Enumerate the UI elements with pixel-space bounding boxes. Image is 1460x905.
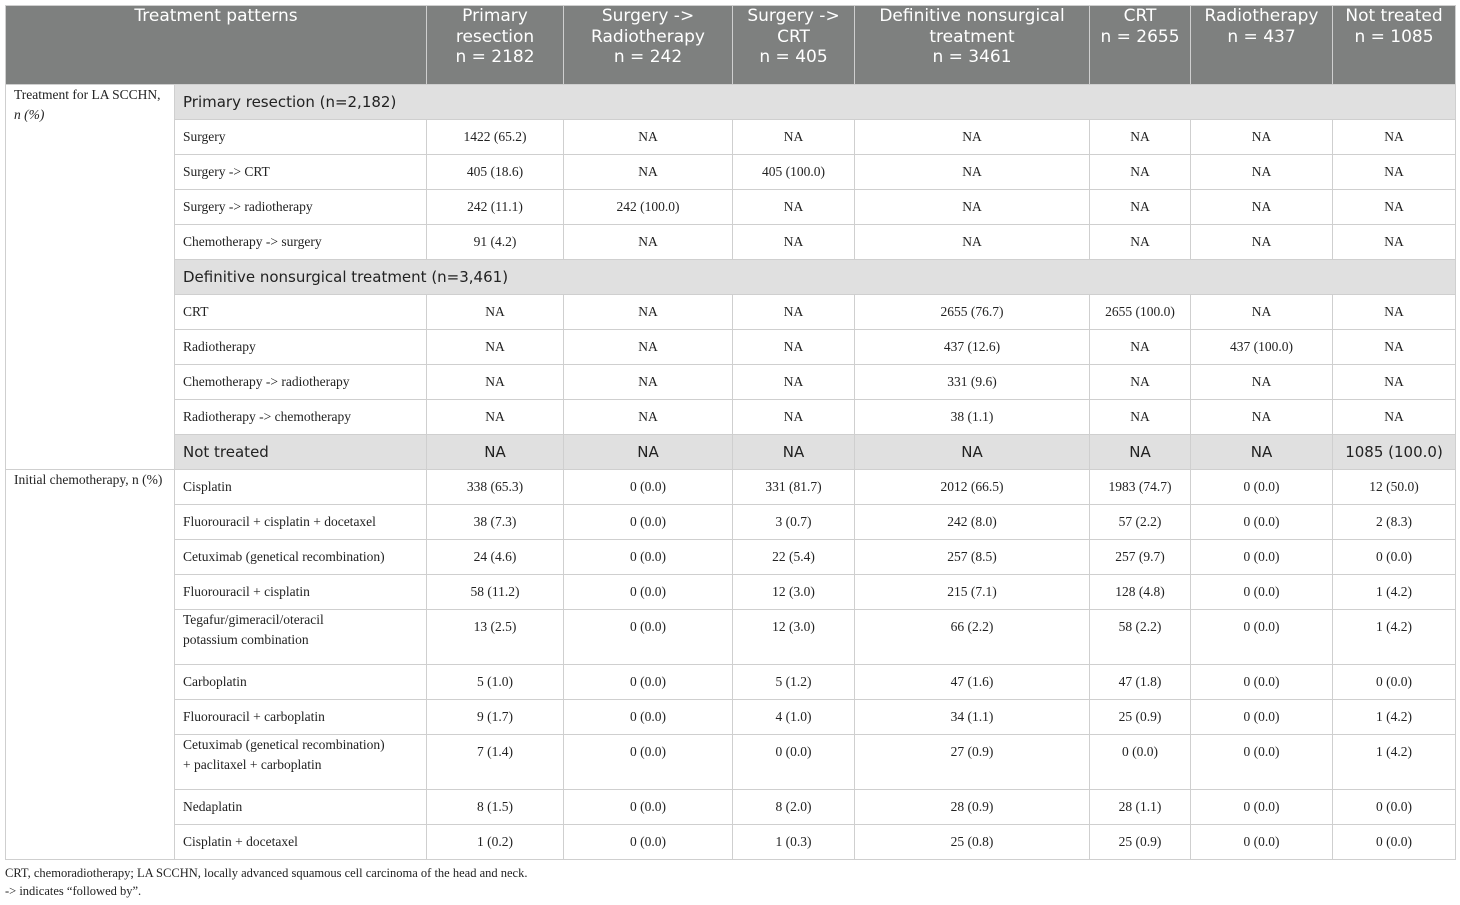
row-label-text: Nedaplatin bbox=[183, 799, 243, 814]
table-row bbox=[6, 735, 1456, 790]
table-cell: NA bbox=[1191, 225, 1333, 260]
subheader-row bbox=[6, 260, 1456, 295]
table-cell: 0 (0.0) bbox=[1333, 665, 1456, 700]
group-label-chemotherapy: Initial chemotherapy, n (%) bbox=[6, 470, 175, 860]
table-cell: 0 (0.0) bbox=[1191, 665, 1333, 700]
row-label-text: Radiotherapy bbox=[183, 339, 256, 354]
header-primary-resection: Primary resection n = 2182 bbox=[427, 6, 564, 85]
table-cell: 0 (0.0) bbox=[564, 575, 733, 610]
table-cell: 12 (3.0) bbox=[733, 610, 855, 665]
row-label bbox=[175, 665, 427, 700]
table-cell: 22 (5.4) bbox=[733, 540, 855, 575]
table-row bbox=[6, 120, 1456, 155]
row-label bbox=[175, 190, 427, 225]
table-cell: 5 (1.0) bbox=[427, 665, 564, 700]
table-cell: 331 (81.7) bbox=[733, 470, 855, 505]
table-cell: 12 (50.0) bbox=[1333, 470, 1456, 505]
table-cell: 13 (2.5) bbox=[427, 610, 564, 665]
row-label-text: Cisplatin bbox=[183, 479, 232, 494]
table-cell: NA bbox=[1090, 155, 1191, 190]
table-row bbox=[6, 790, 1456, 825]
table-cell: 12 (3.0) bbox=[733, 575, 855, 610]
table-cell: NA bbox=[427, 295, 564, 330]
table-cell: NA bbox=[1090, 365, 1191, 400]
table-cell: NA bbox=[1333, 155, 1456, 190]
table-cell: 0 (0.0) bbox=[1191, 610, 1333, 665]
table-cell: 0 (0.0) bbox=[1333, 790, 1456, 825]
table-cell: 66 (2.2) bbox=[855, 610, 1090, 665]
table-cell: NA bbox=[1333, 120, 1456, 155]
header-surgery-radiotherapy: Surgery -> Radiotherapy n = 242 bbox=[564, 6, 733, 85]
table-cell: 1 (4.2) bbox=[1333, 575, 1456, 610]
row-label-text: Tegafur/gimeracil/oteracil bbox=[183, 612, 324, 627]
table-cell: 0 (0.0) bbox=[1191, 575, 1333, 610]
table-cell: 47 (1.8) bbox=[1090, 665, 1191, 700]
table-cell: 0 (0.0) bbox=[1333, 540, 1456, 575]
table-row bbox=[6, 540, 1456, 575]
table-cell: 1 (4.2) bbox=[1333, 700, 1456, 735]
table-cell: NA bbox=[855, 435, 1090, 470]
row-label-text: CRT bbox=[183, 304, 209, 319]
table-cell: 0 (0.0) bbox=[564, 665, 733, 700]
table-cell: NA bbox=[855, 120, 1090, 155]
table-cell: 8 (2.0) bbox=[733, 790, 855, 825]
header-definitive-nonsurgical: Definitive nonsurgical treatment n = 3461 bbox=[855, 6, 1090, 85]
row-label bbox=[175, 120, 427, 155]
table-cell: 0 (0.0) bbox=[1191, 540, 1333, 575]
table-cell: NA bbox=[733, 330, 855, 365]
table-cell: 1983 (74.7) bbox=[1090, 470, 1191, 505]
table-cell: 331 (9.6) bbox=[855, 365, 1090, 400]
table-cell: 25 (0.9) bbox=[1090, 825, 1191, 860]
table-cell: 58 (11.2) bbox=[427, 575, 564, 610]
table-cell: NA bbox=[427, 330, 564, 365]
table-cell: 25 (0.8) bbox=[855, 825, 1090, 860]
table-cell: NA bbox=[1333, 190, 1456, 225]
row-label-text: Cetuximab (genetical recombination) bbox=[183, 737, 385, 752]
row-label bbox=[175, 400, 427, 435]
table-cell: 405 (100.0) bbox=[733, 155, 855, 190]
subheader-primary-resection: Primary resection (n=2,182) bbox=[175, 85, 1456, 120]
table-row bbox=[6, 825, 1456, 860]
table-cell: NA bbox=[855, 155, 1090, 190]
table-cell: 0 (0.0) bbox=[733, 735, 855, 790]
row-label bbox=[175, 225, 427, 260]
table-cell: NA bbox=[733, 120, 855, 155]
table-cell: 58 (2.2) bbox=[1090, 610, 1191, 665]
table-cell: NA bbox=[733, 365, 855, 400]
table-row bbox=[6, 505, 1456, 540]
table-cell: 4 (1.0) bbox=[733, 700, 855, 735]
table-cell: 0 (0.0) bbox=[1191, 825, 1333, 860]
subheader-row bbox=[6, 85, 1456, 120]
header-row bbox=[6, 6, 1456, 85]
row-label bbox=[175, 575, 427, 610]
table-cell: 1422 (65.2) bbox=[427, 120, 564, 155]
footnote-arrow: -> indicates “followed by”. bbox=[5, 884, 142, 898]
group-label-italic: n (%) bbox=[14, 107, 45, 122]
table-cell: NA bbox=[733, 400, 855, 435]
table-cell: NA bbox=[1090, 120, 1191, 155]
row-label-text: Chemotherapy -> radiotherapy bbox=[183, 374, 350, 389]
table-cell: 1 (4.2) bbox=[1333, 610, 1456, 665]
subheader-definitive-nonsurgical: Definitive nonsurgical treatment (n=3,461) bbox=[175, 260, 1456, 295]
table-cell: 437 (100.0) bbox=[1191, 330, 1333, 365]
table-cell: NA bbox=[564, 295, 733, 330]
table-row bbox=[6, 700, 1456, 735]
table-cell: 0 (0.0) bbox=[1191, 505, 1333, 540]
table-cell: NA bbox=[733, 295, 855, 330]
table-cell: 8 (1.5) bbox=[427, 790, 564, 825]
table-cell: 0 (0.0) bbox=[564, 610, 733, 665]
table-cell: NA bbox=[1333, 295, 1456, 330]
table-cell: 34 (1.1) bbox=[855, 700, 1090, 735]
table-cell: NA bbox=[427, 435, 564, 470]
table-cell: 0 (0.0) bbox=[564, 700, 733, 735]
table-cell: 437 (12.6) bbox=[855, 330, 1090, 365]
table-cell: NA bbox=[1333, 400, 1456, 435]
row-label-text-2: + paclitaxel + carboplatin bbox=[183, 757, 322, 772]
table-row bbox=[6, 575, 1456, 610]
table-row bbox=[6, 295, 1456, 330]
table-cell: 2 (8.3) bbox=[1333, 505, 1456, 540]
table-cell: 0 (0.0) bbox=[1333, 825, 1456, 860]
row-label bbox=[175, 505, 427, 540]
footnote-abbreviations: CRT, chemoradiotherapy; LA SCCHN, locally advanced squamous cell carcinoma of the head and neck. bbox=[5, 866, 528, 880]
table-row bbox=[6, 225, 1456, 260]
table-row bbox=[6, 155, 1456, 190]
row-label-text: Surgery -> radiotherapy bbox=[183, 199, 313, 214]
table-cell: 257 (8.5) bbox=[855, 540, 1090, 575]
table-cell: 0 (0.0) bbox=[1090, 735, 1191, 790]
table-cell: 0 (0.0) bbox=[564, 505, 733, 540]
table-cell: 9 (1.7) bbox=[427, 700, 564, 735]
table-cell: 1 (0.2) bbox=[427, 825, 564, 860]
table-cell: NA bbox=[564, 330, 733, 365]
table-cell: NA bbox=[733, 190, 855, 225]
table-cell: 0 (0.0) bbox=[1191, 700, 1333, 735]
row-label-text: Surgery -> CRT bbox=[183, 164, 270, 179]
row-label bbox=[175, 825, 427, 860]
row-label-text: Chemotherapy -> surgery bbox=[183, 234, 322, 249]
table-cell: NA bbox=[733, 225, 855, 260]
group-label-treatment bbox=[6, 85, 175, 470]
group-label-text: Treatment for LA SCCHN, bbox=[14, 87, 161, 102]
table-cell: 0 (0.0) bbox=[1191, 790, 1333, 825]
table-cell: NA bbox=[1191, 400, 1333, 435]
table-cell: NA bbox=[1191, 435, 1333, 470]
treatment-patterns-table bbox=[5, 5, 1456, 860]
table-cell: NA bbox=[564, 365, 733, 400]
table-cell: 128 (4.8) bbox=[1090, 575, 1191, 610]
header-crt: CRT n = 2655 bbox=[1090, 6, 1191, 85]
table-cell: NA bbox=[1191, 120, 1333, 155]
row-label-text: Surgery bbox=[183, 129, 226, 144]
header-not-treated: Not treated n = 1085 bbox=[1333, 6, 1456, 85]
table-footnotes bbox=[5, 864, 1455, 900]
table-cell: 3 (0.7) bbox=[733, 505, 855, 540]
table-cell: 257 (9.7) bbox=[1090, 540, 1191, 575]
row-label-text: Cisplatin + docetaxel bbox=[183, 834, 298, 849]
row-label-text: Carboplatin bbox=[183, 674, 247, 689]
table-row bbox=[6, 190, 1456, 225]
table-cell: NA bbox=[1090, 330, 1191, 365]
page bbox=[5, 5, 1455, 900]
table-cell: 405 (18.6) bbox=[427, 155, 564, 190]
table-cell: NA bbox=[1191, 295, 1333, 330]
row-label bbox=[175, 365, 427, 400]
row-label-text: Fluorouracil + cisplatin bbox=[183, 584, 310, 599]
table-cell: 38 (1.1) bbox=[855, 400, 1090, 435]
table-cell: 38 (7.3) bbox=[427, 505, 564, 540]
row-label bbox=[175, 790, 427, 825]
table-cell: NA bbox=[1090, 435, 1191, 470]
row-label bbox=[175, 330, 427, 365]
table-cell: 1 (0.3) bbox=[733, 825, 855, 860]
table-cell: 338 (65.3) bbox=[427, 470, 564, 505]
table-cell: 57 (2.2) bbox=[1090, 505, 1191, 540]
table-cell: 7 (1.4) bbox=[427, 735, 564, 790]
row-label-text: Fluorouracil + carboplatin bbox=[183, 709, 325, 724]
table-cell: NA bbox=[1191, 190, 1333, 225]
table-cell: 5 (1.2) bbox=[733, 665, 855, 700]
table-cell: 0 (0.0) bbox=[564, 790, 733, 825]
not-treated-row bbox=[6, 435, 1456, 470]
row-label-text: Cetuximab (genetical recombination) bbox=[183, 549, 385, 564]
table-row bbox=[6, 400, 1456, 435]
table-cell: 28 (1.1) bbox=[1090, 790, 1191, 825]
table-cell: 91 (4.2) bbox=[427, 225, 564, 260]
table-cell: 1085 (100.0) bbox=[1333, 435, 1456, 470]
table-cell: NA bbox=[427, 400, 564, 435]
header-treatment-patterns: Treatment patterns bbox=[6, 6, 427, 85]
table-cell: NA bbox=[1191, 365, 1333, 400]
table-cell: NA bbox=[564, 155, 733, 190]
row-label bbox=[175, 470, 427, 505]
table-cell: 2012 (66.5) bbox=[855, 470, 1090, 505]
table-cell: NA bbox=[1333, 365, 1456, 400]
table-row bbox=[6, 365, 1456, 400]
row-label bbox=[175, 155, 427, 190]
row-label bbox=[175, 610, 427, 665]
table-cell: NA bbox=[1090, 400, 1191, 435]
table-cell: 27 (0.9) bbox=[855, 735, 1090, 790]
table-row bbox=[6, 665, 1456, 700]
table-cell: NA bbox=[564, 120, 733, 155]
table-cell: NA bbox=[855, 225, 1090, 260]
table-cell: NA bbox=[1333, 330, 1456, 365]
table-body bbox=[6, 85, 1456, 860]
row-label-text: Fluorouracil + cisplatin + docetaxel bbox=[183, 514, 376, 529]
table-cell: NA bbox=[427, 365, 564, 400]
table-cell: 215 (7.1) bbox=[855, 575, 1090, 610]
table-cell: 28 (0.9) bbox=[855, 790, 1090, 825]
table-cell: 0 (0.0) bbox=[564, 735, 733, 790]
table-cell: NA bbox=[1191, 155, 1333, 190]
table-cell: 2655 (76.7) bbox=[855, 295, 1090, 330]
table-cell: 0 (0.0) bbox=[564, 825, 733, 860]
table-cell: NA bbox=[564, 225, 733, 260]
header-surgery-crt: Surgery -> CRT n = 405 bbox=[733, 6, 855, 85]
table-cell: 24 (4.6) bbox=[427, 540, 564, 575]
row-label bbox=[175, 295, 427, 330]
table-cell: 25 (0.9) bbox=[1090, 700, 1191, 735]
row-label bbox=[175, 700, 427, 735]
table-cell: 0 (0.0) bbox=[1191, 470, 1333, 505]
table-cell: NA bbox=[564, 435, 733, 470]
table-cell: 242 (100.0) bbox=[564, 190, 733, 225]
table-row bbox=[6, 610, 1456, 665]
table-cell: 0 (0.0) bbox=[564, 540, 733, 575]
table-cell: NA bbox=[1333, 225, 1456, 260]
header-radiotherapy: Radiotherapy n = 437 bbox=[1191, 6, 1333, 85]
row-label-text: Not treated bbox=[183, 443, 269, 461]
table-cell: NA bbox=[1090, 225, 1191, 260]
table-row bbox=[6, 330, 1456, 365]
table-row bbox=[6, 470, 1456, 505]
row-label bbox=[175, 435, 427, 470]
table-cell: 0 (0.0) bbox=[1191, 735, 1333, 790]
table-cell: NA bbox=[564, 400, 733, 435]
table-cell: 0 (0.0) bbox=[564, 470, 733, 505]
row-label-text: Radiotherapy -> chemotherapy bbox=[183, 409, 352, 424]
row-label bbox=[175, 735, 427, 790]
row-label-text-2: potassium combination bbox=[183, 632, 309, 647]
table-cell: 2655 (100.0) bbox=[1090, 295, 1191, 330]
table-cell: NA bbox=[733, 435, 855, 470]
row-label bbox=[175, 540, 427, 575]
table-cell: NA bbox=[1090, 190, 1191, 225]
table-cell: 47 (1.6) bbox=[855, 665, 1090, 700]
table-cell: 242 (8.0) bbox=[855, 505, 1090, 540]
table-cell: 242 (11.1) bbox=[427, 190, 564, 225]
table-cell: NA bbox=[855, 190, 1090, 225]
table-cell: 1 (4.2) bbox=[1333, 735, 1456, 790]
